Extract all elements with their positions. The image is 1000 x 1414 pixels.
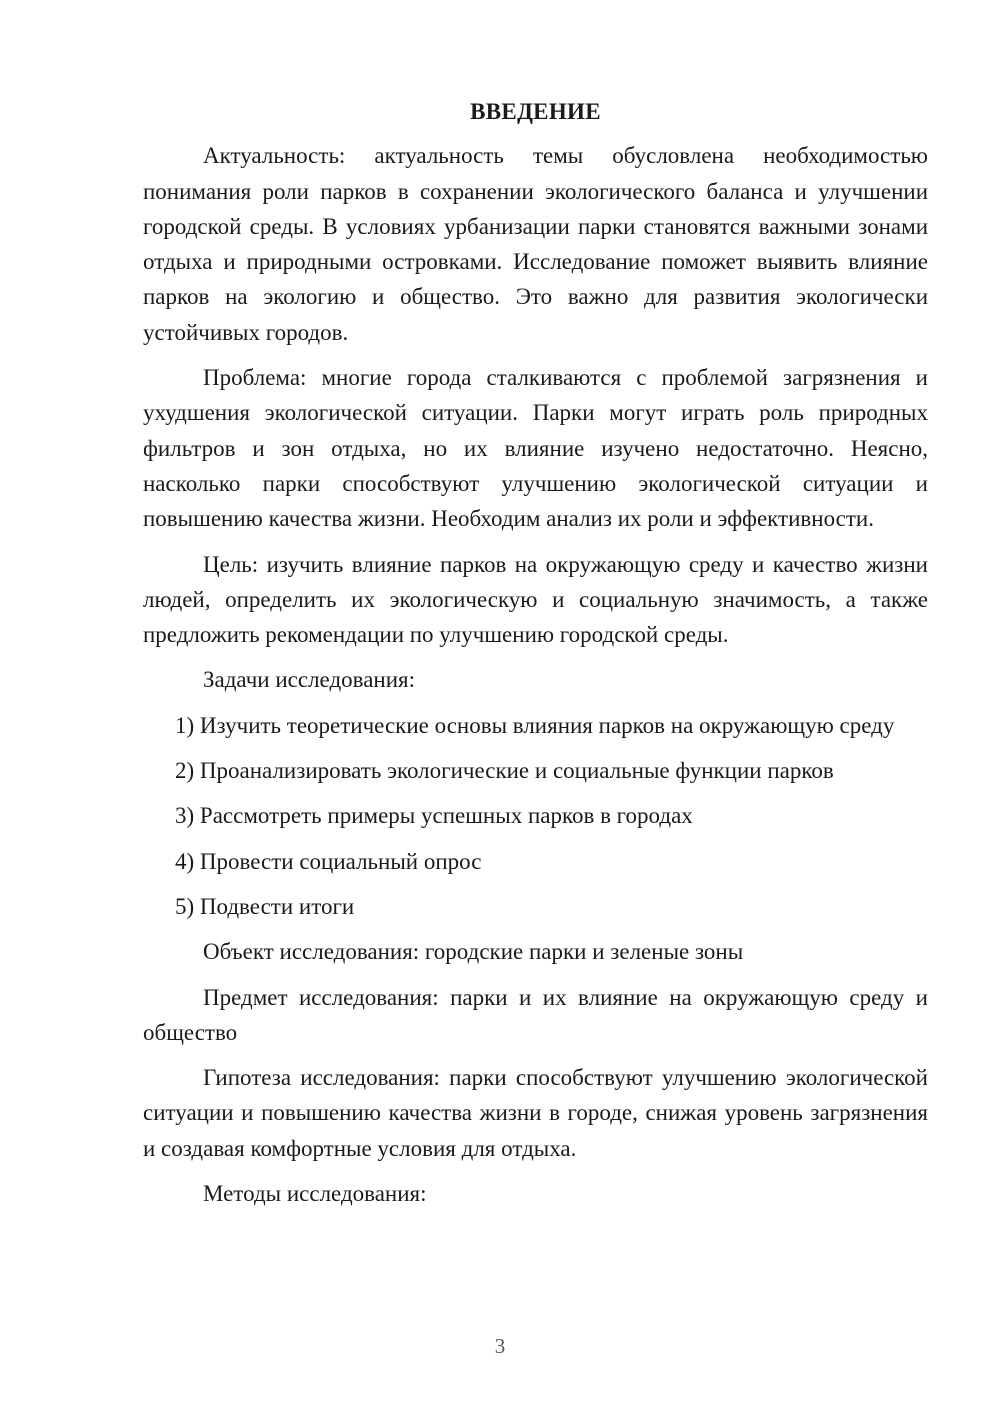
page-number: 3 bbox=[494, 1334, 506, 1358]
object-paragraph: Объект исследования: городские парки и зеленые зоны bbox=[203, 939, 744, 965]
task-item-3: 3) Рассмотреть примеры успешных парков в городах bbox=[175, 803, 693, 829]
goal-paragraph: Цель: изучить влияние парков на окружающую среду и качество жизни людей, определить их экологическую и социальную значимость, а также предложить рекомендации по улучшению городской среды. bbox=[143, 551, 928, 648]
task-item-4: 4) Провести социальный опрос bbox=[175, 848, 482, 874]
task-item-2: 2) Проанализировать экологические и социальные функции парков bbox=[175, 758, 834, 784]
page-content bbox=[143, 94, 928, 1211]
page-title: ВВЕДЕНИЕ bbox=[470, 99, 601, 124]
hypothesis-paragraph: Гипотеза исследования: парки способствуют улучшению экологической ситуации и повышению качества жизни в городе, снижая уровень загрязнения и создавая комфортные условия для отдыха. bbox=[143, 1065, 928, 1161]
task-item-1: 1) Изучить теоретические основы влияния парков на окружающую среду bbox=[175, 712, 895, 738]
problem-paragraph: Проблема: многие города сталкиваются с проблемой загрязнения и ухудшения экологической ситуации. Парки могут играть роль природных фильтров и зон отдыха, но их влияние изучено недостаточно. Неясно, насколько парки способствуют улучшению экологической ситуации и повышению качества жизни. Необходим анализ их роли и эффективности. bbox=[143, 365, 928, 532]
tasks-heading: Задачи исследования: bbox=[203, 667, 416, 693]
task-item-5: 5) Подвести итоги bbox=[175, 893, 355, 919]
subject-paragraph: Предмет исследования: парки и их влияние на окружающую среду и общество bbox=[143, 984, 928, 1045]
methods-heading: Методы исследования: bbox=[203, 1181, 427, 1207]
relevance-paragraph: Актуальность: актуальность темы обусловлена необходимостью понимания роли парков в сохранении экологического баланса и улучшении городской среды. В условиях урбанизации парки становятся важными зонами отдыха и природными островками. Исследование поможет выявить влияние парков на экологию и общество. Это важно для развития экологически устойчивых городов. bbox=[143, 143, 928, 345]
